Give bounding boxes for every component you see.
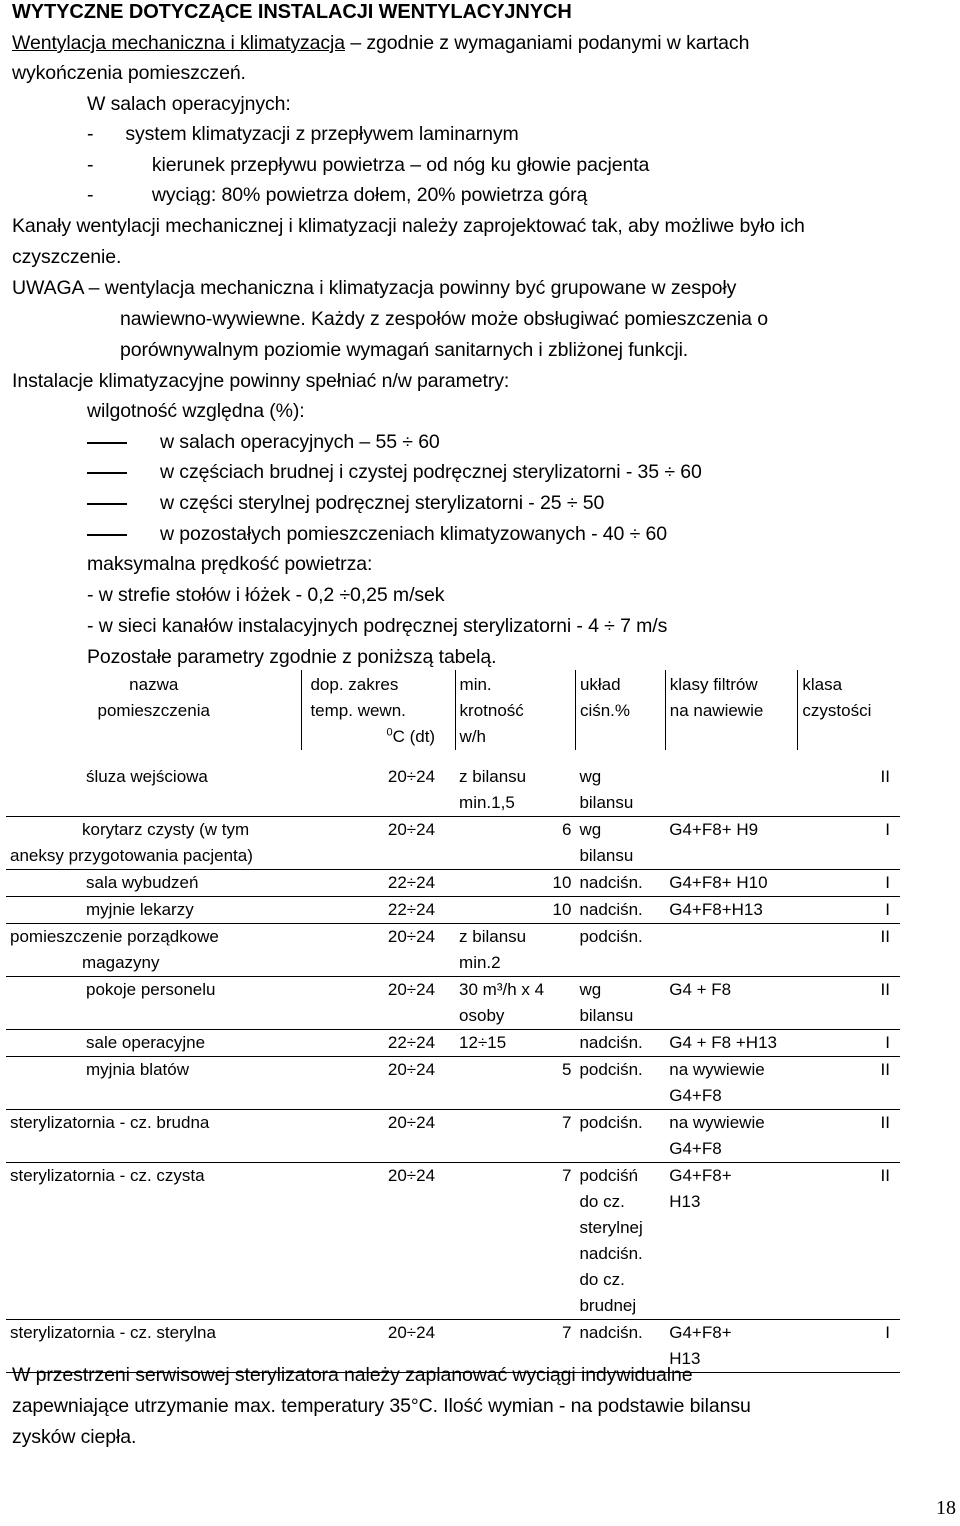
cell-exchange (455, 764, 575, 817)
humidity-title: wilgotność względna (%): (87, 400, 305, 422)
cell-text: z bilansu (459, 767, 527, 786)
cell-text: 22÷24 (387, 1033, 436, 1052)
header-text: C (dt) (392, 727, 436, 746)
cell-cls (798, 1163, 900, 1320)
cell-text: II (880, 1166, 890, 1185)
cell-text: bilansu (579, 846, 634, 865)
cell-text: magazyny (82, 953, 160, 972)
cell-name (6, 870, 302, 897)
cell-text: 22÷24 (387, 900, 436, 919)
cell-filters (665, 1163, 798, 1320)
cell-text: nadciśn. (579, 873, 643, 892)
cell-text: 12÷15 (459, 1033, 507, 1052)
cell-text: min.1,5 (459, 793, 515, 812)
cell-text: korytarz czysty (w tym (82, 820, 250, 839)
uwaga-line-2: nawiewno-wywiewne. Każdy z zespołów może obsługiwać pomieszczenia o (120, 308, 768, 330)
cell-text: G4+F8+ H9 (669, 820, 759, 839)
cell-filters (665, 924, 798, 977)
cell-text: 20÷24 (387, 1323, 436, 1342)
cell-exchange (455, 870, 575, 897)
header-text: czystości (802, 701, 872, 720)
cell-text: osoby (459, 1006, 505, 1025)
cell-exchange (455, 817, 575, 870)
header-temp (302, 670, 455, 750)
cell-filters (665, 1057, 798, 1110)
cell-text: sterylizatornia - cz. brudna (10, 1113, 210, 1132)
ducts-line-1: Kanały wentylacji mechanicznej i klimatyzacji należy zaprojektować tak, aby możliwe było ich (12, 215, 805, 237)
cell-cls (798, 764, 900, 817)
cell-temp (302, 1030, 455, 1057)
cell-text: 20÷24 (387, 1060, 436, 1079)
cell-filters (665, 1030, 798, 1057)
cell-pressure (575, 924, 665, 977)
ducts-line-2: czyszczenie. (12, 246, 122, 268)
cell-filters (665, 897, 798, 924)
intro-rest: – zgodnie z wymaganiami podanymi w kartach (345, 32, 750, 54)
or-title: W salach operacyjnych: (87, 93, 291, 115)
cell-text: II (880, 767, 890, 786)
cell-filters (665, 1110, 798, 1163)
header-text: klasa (802, 675, 843, 694)
cell-pressure (575, 1030, 665, 1057)
cell-filters (665, 817, 798, 870)
cell-text: G4+F8+ H10 (669, 873, 768, 892)
header-text: klasy filtrów (669, 675, 758, 694)
speed-item: - w sieci kanałów instalacyjnych podręcznej sterylizatorni - 4 ÷ 7 m/s (87, 615, 668, 637)
table-row (6, 870, 900, 897)
cell-text: II (880, 1060, 890, 1079)
cell-cls (798, 977, 900, 1030)
cell-cls (798, 1057, 900, 1110)
cell-name (6, 764, 302, 817)
dash-bullet (87, 503, 127, 505)
cell-exchange (455, 897, 575, 924)
cell-temp (302, 977, 455, 1030)
cell-text: 7 (561, 1166, 572, 1185)
cell-text: G4+F8 (669, 1139, 722, 1158)
cell-text: brudnej (579, 1296, 637, 1315)
cell-text: sala wybudzeń (86, 873, 199, 892)
cell-exchange (455, 1110, 575, 1163)
cell-text: bilansu (579, 1006, 634, 1025)
cell-name (6, 924, 302, 977)
cell-text: 22÷24 (387, 873, 436, 892)
cell-text: nadciśn. (579, 900, 643, 919)
header-name (6, 670, 302, 750)
page-number: 18 (936, 1497, 956, 1519)
cell-text: sterylizatornia - cz. sterylna (10, 1323, 216, 1342)
cell-text: 20÷24 (387, 1166, 436, 1185)
cell-exchange (455, 977, 575, 1030)
closing-line-2: zapewniające utrzymanie max. temperatury 35°C. Ilość wymian - na podstawie bilansu (12, 1395, 751, 1417)
cell-text: 20÷24 (387, 980, 436, 999)
header-text: min. (459, 675, 492, 694)
cell-temp (302, 924, 455, 977)
header-filters (665, 670, 798, 750)
cell-text: G4 + F8 (669, 980, 732, 999)
cell-text: do cz. (579, 1192, 625, 1211)
table-row (6, 977, 900, 1030)
cell-name (6, 1030, 302, 1057)
cell-temp (302, 817, 455, 870)
cell-text: I (885, 820, 890, 839)
cell-text: podciśn. (579, 927, 643, 946)
or-item: - kierunek przepływu powietrza – od nóg ku głowie pacjenta (87, 154, 650, 176)
cell-text: 20÷24 (387, 927, 436, 946)
cell-pressure (575, 977, 665, 1030)
cell-text: wg (579, 820, 602, 839)
cell-text: G4+F8+ (669, 1323, 732, 1342)
table-row (6, 1110, 900, 1163)
parameters-table (6, 670, 900, 1373)
cell-temp (302, 1110, 455, 1163)
cell-text: II (880, 927, 890, 946)
intro-line-1 (12, 31, 749, 55)
cell-text: 7 (561, 1323, 572, 1342)
header-text: temp. wewn. (310, 701, 406, 720)
cell-temp (302, 897, 455, 924)
cell-text: I (885, 1033, 890, 1052)
cell-text: aneksy przygotowania pacjenta) (10, 846, 253, 865)
cell-exchange (455, 1057, 575, 1110)
header-text: układ (579, 675, 621, 694)
cell-cls (798, 1110, 900, 1163)
cell-filters (665, 764, 798, 817)
cell-text: podciśn. (579, 1113, 643, 1132)
header-text: ciśn.% (579, 701, 631, 720)
cell-text: I (885, 1323, 890, 1342)
closing-line-3: zysków ciepła. (12, 1426, 137, 1448)
cell-exchange (455, 1163, 575, 1320)
header-exchange (455, 670, 575, 750)
header-cleanliness (798, 670, 900, 750)
or-item: - wyciąg: 80% powietrza dołem, 20% powietrza górą (87, 184, 588, 206)
header-text: na nawiewie (669, 701, 764, 720)
cell-text: sterylizatornia - cz. czysta (10, 1166, 205, 1185)
cell-cls (798, 817, 900, 870)
uwaga-line-1: UWAGA – wentylacja mechaniczna i klimatyzacja powinny być grupowane w zespoły (12, 277, 737, 299)
cell-temp (302, 1057, 455, 1110)
cell-text: podciśn. (579, 1060, 643, 1079)
cell-text: nadciśn. (579, 1244, 643, 1263)
cell-cls (798, 1320, 900, 1373)
cell-exchange (455, 1030, 575, 1057)
cell-name (6, 817, 302, 870)
cell-text: G4+F8+ (669, 1166, 732, 1185)
cell-text: podciśń (579, 1166, 639, 1185)
cell-text: min.2 (459, 953, 501, 972)
or-item: - system klimatyzacji z przepływem laminarnym (87, 123, 519, 145)
cell-text: z bilansu (459, 927, 527, 946)
cell-name (6, 897, 302, 924)
or-item-text: kierunek przepływu powietrza – od nóg ku głowie pacjenta (151, 154, 650, 176)
cell-text: na wywiewie (669, 1060, 765, 1079)
cell-filters (665, 870, 798, 897)
header-text: pomieszczenia (97, 701, 210, 720)
cell-text: wg (579, 980, 602, 999)
humidity-item: w częściach brudnej i czystej podręcznej sterylizatorni - 35 ÷ 60 (160, 461, 702, 483)
other-params: Pozostałe parametry zgodnie z poniższą tabelą. (87, 646, 497, 668)
humidity-item: w salach operacyjnych – 55 ÷ 60 (160, 431, 440, 453)
speed-item: - w strefie stołów i łóżek - 0,2 ÷0,25 m/sek (87, 584, 445, 606)
cell-text: sterylnej (579, 1218, 643, 1237)
table-row (6, 1057, 900, 1110)
cell-pressure (575, 897, 665, 924)
header-temp-unit (310, 724, 450, 750)
or-item-text: system klimatyzacji z przepływem laminarnym (125, 123, 519, 145)
cell-text: bilansu (579, 793, 634, 812)
table-body (6, 764, 900, 1373)
uwaga-line-3: porównywalnym poziomie wymagań sanitarnych i zbliżonej funkcji. (120, 339, 689, 361)
cell-text: do cz. (579, 1270, 625, 1289)
cell-text: nadciśn. (579, 1033, 643, 1052)
header-text: w/h (459, 727, 486, 746)
cell-text: H13 (669, 1192, 701, 1211)
cell-text: 10 (552, 900, 572, 919)
cell-text: I (885, 873, 890, 892)
table-row (6, 817, 900, 870)
humidity-item: w części sterylnej podręcznej sterylizatorni - 25 ÷ 50 (160, 492, 605, 514)
table-row (6, 764, 900, 817)
cell-text: 10 (552, 873, 572, 892)
cell-name (6, 1163, 302, 1320)
closing-line-1: W przestrzeni serwisowej sterylizatora należy zaplanować wyciągi indywidualne (12, 1364, 693, 1386)
cell-text: sale operacyjne (86, 1033, 206, 1052)
cell-pressure (575, 1110, 665, 1163)
cell-text: pomieszczenie porządkowe (10, 927, 219, 946)
cell-pressure (575, 764, 665, 817)
cell-text: wg (579, 767, 602, 786)
table-header-row (6, 670, 900, 750)
table-row (6, 1030, 900, 1057)
cell-text: 20÷24 (387, 820, 436, 839)
cell-text: pokoje personelu (86, 980, 216, 999)
cell-text: śluza wejściowa (86, 767, 208, 786)
speed-title: maksymalna prędkość powietrza: (87, 553, 373, 575)
cell-pressure (575, 870, 665, 897)
table-row (6, 1163, 900, 1320)
table-row (6, 924, 900, 977)
header-text: krotność (459, 701, 524, 720)
cell-text: 20÷24 (387, 1113, 436, 1132)
header-text: dop. zakres (310, 675, 399, 694)
cell-text: na wywiewie (669, 1113, 765, 1132)
dash-bullet (87, 534, 127, 536)
cell-cls (798, 897, 900, 924)
cell-text: 5 (561, 1060, 572, 1079)
cell-temp (302, 1163, 455, 1320)
header-text: nazwa (129, 675, 179, 694)
cell-pressure (575, 1163, 665, 1320)
header-pressure (575, 670, 665, 750)
degree-sup: 0 (386, 726, 393, 739)
table-gap (6, 750, 900, 764)
cell-text: 7 (561, 1113, 572, 1132)
cell-filters (665, 977, 798, 1030)
cell-text: II (880, 1113, 890, 1132)
cell-temp (302, 764, 455, 817)
cell-cls (798, 924, 900, 977)
or-item-text: wyciąg: 80% powietrza dołem, 20% powietrza górą (151, 184, 588, 206)
cell-pressure (575, 817, 665, 870)
table-row (6, 897, 900, 924)
cell-text: myjnie lekarzy (86, 900, 194, 919)
cell-cls (798, 870, 900, 897)
cell-text: II (880, 980, 890, 999)
params-intro: Instalacje klimatyzacyjne powinny spełniać n/w parametry: (12, 370, 510, 392)
cell-text: G4+F8+H13 (669, 900, 763, 919)
dash-bullet (87, 472, 127, 474)
cell-text: 30 m³/h x 4 (459, 980, 545, 999)
cell-exchange (455, 924, 575, 977)
cell-text: G4+F8 (669, 1086, 722, 1105)
cell-text: G4 + F8 +H13 (669, 1033, 777, 1052)
cell-name (6, 1110, 302, 1163)
cell-temp (302, 870, 455, 897)
page-heading: WYTYCZNE DOTYCZĄCE INSTALACJI WENTYLACYJNYCH (12, 1, 572, 23)
cell-pressure (575, 1057, 665, 1110)
dash-bullet (87, 442, 127, 444)
cell-text: H13 (669, 1349, 701, 1368)
intro-line-2: wykończenia pomieszczeń. (12, 62, 246, 84)
humidity-item: w pozostałych pomieszczeniach klimatyzowanych - 40 ÷ 60 (160, 523, 668, 545)
cell-name (6, 1057, 302, 1110)
cell-name (6, 977, 302, 1030)
cell-text: 20÷24 (387, 767, 436, 786)
intro-underlined: Wentylacja mechaniczna i klimatyzacja (12, 32, 345, 54)
cell-cls (798, 1030, 900, 1057)
cell-text: nadciśn. (579, 1323, 643, 1342)
cell-text: myjnia blatów (86, 1060, 189, 1079)
cell-text: I (885, 900, 890, 919)
cell-text: 6 (561, 820, 572, 839)
